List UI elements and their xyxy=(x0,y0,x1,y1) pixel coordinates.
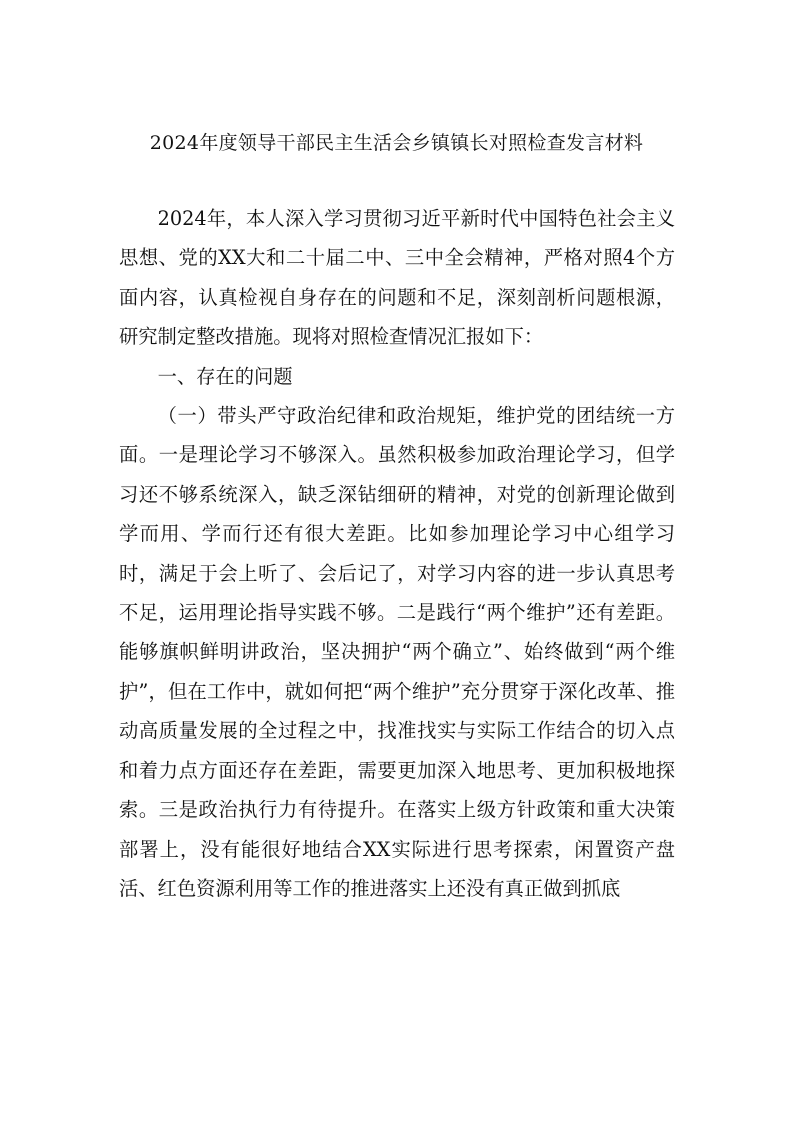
intro-paragraph: 2024年，本人深入学习贯彻习近平新时代中国特色社会主义思想、党的XX大和二十届二中、三中全会精神，严格对照4个方面内容，认真检视自身存在的问题和不足，深刻剖析问题根源，研究制定整改措施。现将对照检查情况汇报如下： xyxy=(119,207,675,349)
problems-paragraph-1: （一）带头严守政治纪律和政治规矩，维护党的团结统一方面。一是理论学习不够深入。虽然积极参加政治理论学习，但学习还不够系统深入，缺乏深钻细研的精神，对党的创新理论做到学而用、学而行还有很大差距。比如参加理论学习中心组学习时，满足于会上听了、会后记了，对学习内容的进一步认真思考不足，运用理论指导实践不够。二是践行“两个维护”还有差距。能够旗帜鲜明讲政治，坚决拥护“两个确立”、始终做到“两个维护”，但在工作中，就如何把“两个维护”充分贯穿于深化改革、推动高质量发展的全过程之中，找准找实与实际工作结合的切入点和着力点方面还存在差距，需要更加深入地思考、更加积极地探索。三是政治执行力有待提升。在落实上级方针政策和重大决策部署上，没有能很好地结合XX实际进行思考探索，闲置资产盘活、红色资源利用等工作的推进落实上还没有真正做到抓底 xyxy=(119,404,675,900)
document-title: 2024年度领导干部民主生活会乡镇镇长对照检查发言材料 xyxy=(149,132,644,154)
document-body xyxy=(119,199,675,908)
section-heading-problems: 一、存在的问题 xyxy=(157,364,293,388)
